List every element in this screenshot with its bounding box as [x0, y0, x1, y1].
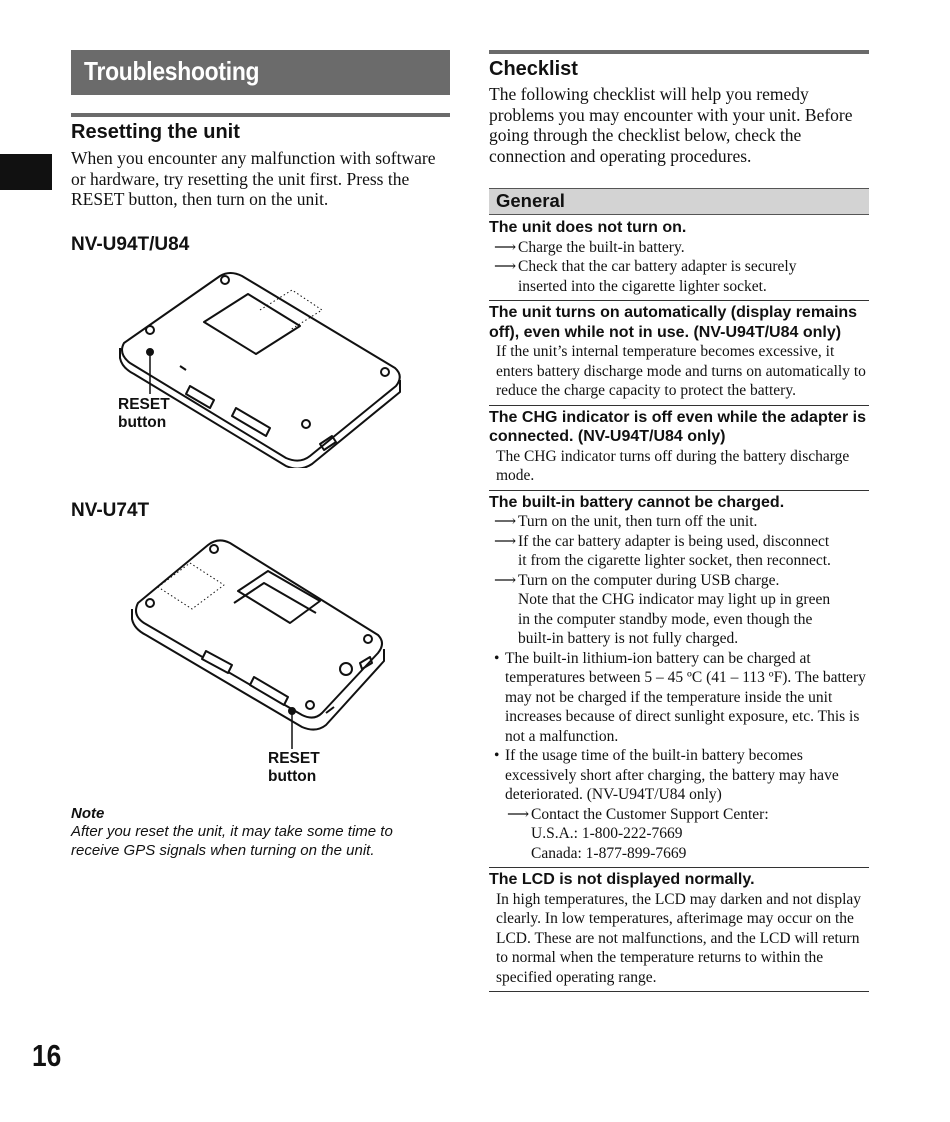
checklist-item — [489, 216, 869, 301]
model-name-u94t: NV-U94T/U84 — [71, 234, 190, 255]
checklist-item — [489, 406, 869, 491]
checklist-item — [489, 868, 869, 992]
checklist-line-text: Check that the car battery adapter is securely — [518, 258, 797, 275]
note-label: Note — [71, 805, 105, 822]
checklist-item — [489, 491, 869, 869]
checklist-line — [489, 610, 869, 630]
arrow-icon: ⟶ — [494, 532, 517, 550]
arrow-icon: ⟶ — [494, 258, 517, 275]
checklist-heading: Checklist — [489, 58, 578, 80]
side-tab-marker — [0, 154, 52, 190]
reset-body: When you encounter any malfunction with software or hardware, try resetting the unit first. Press the RESET button, then turn on the unit. — [71, 148, 436, 209]
section-title-banner — [71, 50, 450, 95]
category-bar — [489, 188, 869, 215]
arrow-icon: ⟶ — [494, 513, 517, 530]
checklist-line-text: Canada: 1-877-899-7669 — [531, 844, 687, 862]
checklist-line — [489, 629, 869, 649]
callout-line: button — [268, 768, 317, 785]
checklist-line — [489, 590, 869, 610]
checklist-line — [489, 512, 869, 532]
checklist-line — [489, 844, 869, 864]
checklist-line — [489, 257, 869, 277]
arrow-icon: ⟶ — [507, 805, 530, 823]
checklist-intro: The following checklist will help you remedy problems you may encounter with your unit. Before going through the checklist below, check the connection and operating procedures. — [489, 84, 853, 166]
checklist-line-text: The CHG indicator turns off during the battery discharge mode. — [496, 447, 850, 484]
checklist-line-text: in the computer standby mode, even though the — [518, 610, 813, 628]
device-illustration-u74t — [128, 535, 398, 750]
checklist-item-title: The LCD is not displayed normally. — [489, 871, 755, 888]
checklist-line-text: U.S.A.: 1-800-222-7669 — [531, 825, 683, 842]
checklist-line — [489, 532, 869, 552]
checklist-item-title: The CHG indicator is off even while the adapter is connected. (NV-U94T/U84 only) — [489, 408, 866, 445]
checklist-line — [489, 746, 869, 805]
checklist-line — [489, 447, 869, 486]
callout-line: RESET — [118, 396, 170, 413]
checklist-line — [489, 551, 869, 571]
checklist-line-text: If the car battery adapter is being used, disconnect — [518, 532, 830, 550]
heading-rule — [489, 50, 869, 54]
note-text: After you reset the unit, it may take some time to receive GPS signals when turning on the unit. — [71, 823, 393, 859]
checklist-item — [489, 301, 869, 406]
checklist-line — [489, 824, 869, 844]
checklist-items — [489, 216, 869, 992]
reset-button-callout-u94t — [118, 396, 170, 432]
checklist-line-text: The built-in lithium-ion battery can be charged at temperatures between 5 – 45 ºC (41 – 113 ºF). The battery may not be charged if the temperature inside the unit increases because of direct sunlight exposure, etc. This is not a malfunction. — [505, 649, 866, 745]
bullet-icon: • — [494, 649, 500, 667]
checklist-item-title: The unit turns on automatically (display remains off), even while not in use. (NV-U94T/U84 only) — [489, 304, 858, 341]
reset-button-callout-u74t — [268, 750, 320, 786]
checklist-line-text: Note that the CHG indicator may light up in green — [518, 591, 831, 608]
checklist-line — [489, 277, 869, 297]
device-illustration-u94t — [110, 268, 410, 468]
page-number: 16 — [32, 1038, 62, 1073]
checklist-line — [489, 238, 869, 258]
checklist-line-text: Charge the built-in battery. — [518, 238, 685, 256]
checklist-line-text: Turn on the unit, then turn off the unit. — [518, 513, 758, 530]
checklist-item-title: The built-in battery cannot be charged. — [489, 493, 785, 511]
heading-rule — [71, 113, 450, 117]
model-name-u74t: NV-U74T — [71, 500, 150, 521]
checklist-line-text: In high temperatures, the LCD may darken and not display clearly. In low temperatures, afterimage may occur on the LCD. These are not malfunctions, and the LCD will return to normal when the temperature returns to within the specified operating range. — [496, 890, 862, 986]
section-title: Troubleshooting — [84, 56, 260, 86]
checklist-line-text: If the unit’s internal temperature becomes excessive, it enters battery discharge mode and turns on automatically to reduce the charge capacity to protect the battery. — [496, 343, 866, 399]
checklist-line — [489, 571, 869, 591]
callout-line: RESET — [268, 750, 320, 767]
callout-line: button — [118, 414, 167, 431]
checklist-line-text: inserted into the cigarette lighter socket. — [518, 277, 767, 295]
checklist-line-text: If the usage time of the built-in battery becomes excessively short after charging, the battery may have deteriorated. (NV-U94T/U84 only) — [505, 747, 839, 803]
checklist-line — [489, 342, 869, 401]
checklist-line-text: Turn on the computer during USB charge. — [518, 571, 780, 589]
checklist-item-title: The unit does not turn on. — [489, 219, 687, 236]
arrow-icon: ⟶ — [494, 571, 517, 589]
checklist-line — [489, 890, 869, 988]
checklist-line-text: it from the cigarette lighter socket, then reconnect. — [518, 552, 831, 569]
checklist-line — [489, 649, 869, 747]
bullet-icon: • — [494, 747, 500, 764]
reset-heading: Resetting the unit — [71, 121, 240, 143]
arrow-icon: ⟶ — [494, 238, 517, 256]
checklist-line-text: built-in battery is not fully charged. — [518, 630, 739, 647]
category-label: General — [496, 190, 565, 211]
checklist-line — [489, 805, 869, 825]
checklist-line-text: Contact the Customer Support Center: — [531, 805, 769, 823]
